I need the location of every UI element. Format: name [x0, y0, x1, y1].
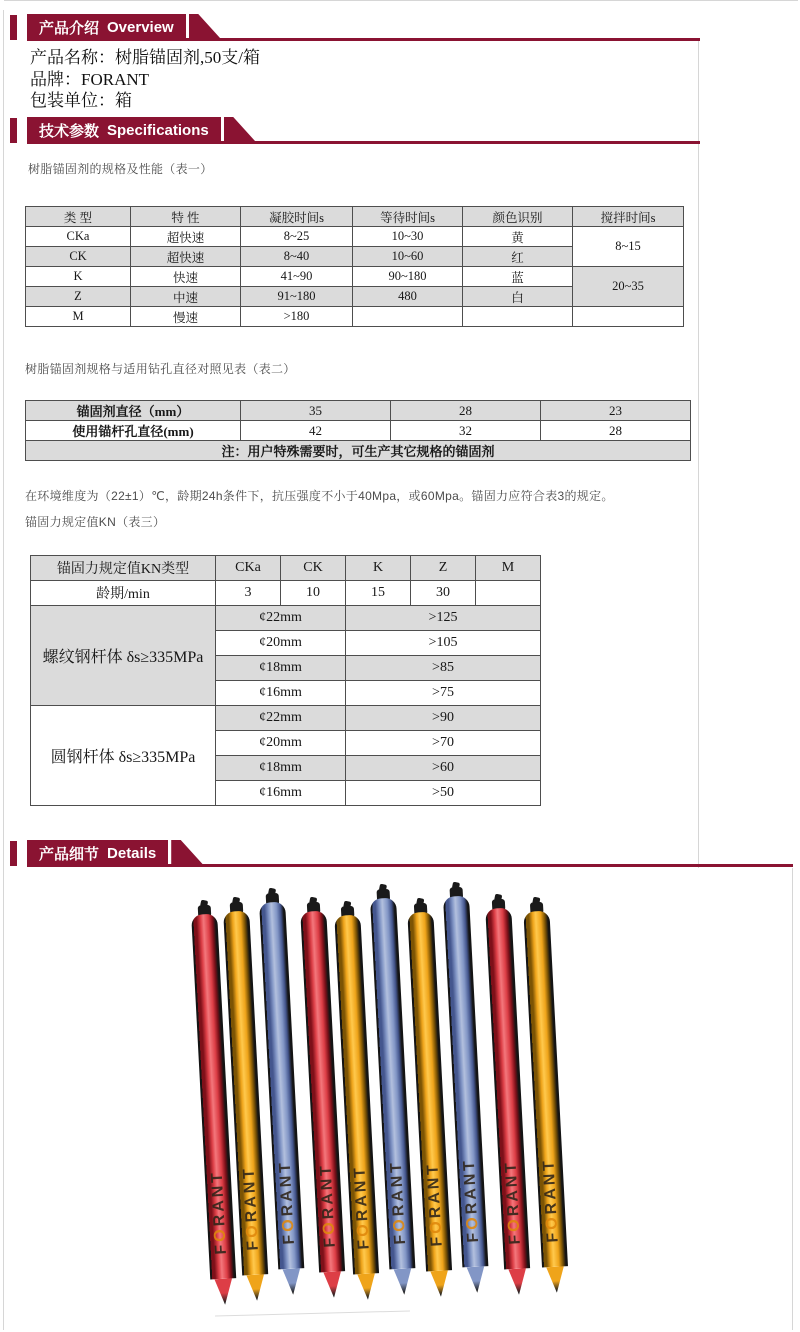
- table-cell: 90~180: [353, 267, 463, 287]
- brand-letter-o: O: [211, 1226, 230, 1243]
- brand-letter: F: [321, 1234, 339, 1249]
- table-cell: 中速: [131, 287, 241, 307]
- brand-letter: F: [391, 1231, 410, 1246]
- tube-tip: [242, 1274, 269, 1301]
- table-cell: 41~90: [241, 267, 353, 287]
- table-cell: [353, 307, 463, 327]
- spec-table-anchor-force: [30, 555, 541, 806]
- tube-brand-label: [277, 1160, 299, 1245]
- table-cell: 15: [346, 581, 411, 606]
- brand-letters: RANT: [540, 1157, 561, 1216]
- tube-cap-nub: [416, 898, 424, 906]
- brand-letter: F: [355, 1236, 373, 1251]
- table-cell: [463, 307, 573, 327]
- product-tube-yellow: [523, 897, 570, 1294]
- brand-letter-o: O: [505, 1216, 524, 1233]
- table-cell: 螺纹钢杆体 δs≥335MPa: [31, 606, 216, 706]
- table-cell: 圆钢杆体 δs≥335MPa: [31, 706, 216, 806]
- product-info: [30, 47, 260, 112]
- banner-title: [27, 117, 221, 144]
- table-cell: CK: [26, 247, 131, 267]
- spec-table-diameter: [25, 400, 691, 461]
- table-cell: 28: [391, 401, 541, 421]
- tube-cap-nub: [451, 882, 459, 890]
- banner-title-zh: 技术参数: [39, 123, 100, 140]
- tube-brand-label: [424, 1162, 446, 1247]
- table-cell: 慢速: [131, 307, 241, 327]
- table-cell: ¢16mm: [216, 681, 346, 706]
- tube-cap-nub: [232, 897, 240, 905]
- banner-tail: [224, 117, 258, 144]
- brand-letter: F: [464, 1229, 483, 1244]
- banner-accent-bar: [10, 15, 17, 40]
- table-cell: 红: [463, 247, 573, 267]
- banner-accent-bar: [10, 841, 17, 866]
- table-cell: 8~15: [573, 227, 684, 267]
- details-banner: [0, 840, 800, 867]
- table-cell: 锚固力规定值KN类型: [31, 556, 216, 581]
- table-cell: 凝胶时间s: [241, 207, 353, 227]
- table-cell: >60: [346, 756, 541, 781]
- tube-cap-nub: [267, 888, 275, 896]
- table-cell: Z: [411, 556, 476, 581]
- table-cell: 28: [541, 421, 691, 441]
- tube-cap-nub: [309, 897, 317, 905]
- brand-letter: F: [280, 1231, 299, 1246]
- table-cell: 使用锚杆孔直径(mm): [26, 421, 241, 441]
- brand-letter: F: [506, 1231, 524, 1246]
- tube-body: [407, 912, 452, 1272]
- tube-tip: [504, 1268, 531, 1295]
- tube-cap-nub: [494, 894, 502, 902]
- table-cell: 42: [241, 421, 391, 441]
- banner-title: [27, 14, 186, 41]
- tube-tip: [278, 1268, 305, 1295]
- brand-letters: RANT: [387, 1159, 408, 1218]
- table-cell: >85: [346, 656, 541, 681]
- table-cell: 35: [241, 401, 391, 421]
- tube-brand-label: [209, 1170, 231, 1255]
- brand-letters: RANT: [502, 1159, 523, 1218]
- tube-tip: [210, 1278, 237, 1305]
- brand-letter: F: [244, 1237, 262, 1252]
- tube-cap-nub: [532, 897, 540, 905]
- table-cell: 10: [281, 581, 346, 606]
- table-cell: CK: [281, 556, 346, 581]
- table-cell: 30: [411, 581, 476, 606]
- packaging-line: 包装单位：箱: [30, 91, 132, 110]
- brand-letter-o: O: [427, 1218, 446, 1235]
- tube-tip: [542, 1266, 569, 1293]
- table-cell: >70: [346, 731, 541, 756]
- brand-letter-o: O: [320, 1219, 339, 1236]
- table-cell: >180: [241, 307, 353, 327]
- table-cell: >90: [346, 706, 541, 731]
- page-border-top: [4, 0, 798, 1]
- brand-line: 品牌：FORANT: [30, 69, 150, 89]
- page-border-right-top: [698, 40, 699, 868]
- tube-body: [523, 911, 568, 1268]
- specifications-banner: [0, 117, 800, 144]
- table-cell: K: [26, 267, 131, 287]
- brand-letter-o: O: [390, 1216, 409, 1233]
- brand-letter-o: O: [463, 1214, 482, 1231]
- banner-title-en: Specifications: [107, 122, 209, 139]
- brand-letters: RANT: [424, 1161, 445, 1220]
- tube-brand-label: [317, 1163, 339, 1248]
- tube-brand-label: [461, 1158, 483, 1243]
- table-cell: 超快速: [131, 247, 241, 267]
- tube-tip: [389, 1268, 416, 1295]
- tube-tip: [319, 1271, 346, 1298]
- brand-letter-o: O: [243, 1222, 262, 1239]
- brand-letters: RANT: [276, 1159, 297, 1218]
- brand-letter-o: O: [279, 1216, 298, 1233]
- brand-letters: RANT: [240, 1165, 261, 1224]
- banner-title-en: Details: [107, 845, 157, 862]
- overview-banner: [0, 14, 800, 41]
- table-cell: K: [346, 556, 411, 581]
- table-cell: 颜色识别: [463, 207, 573, 227]
- tube-tip: [462, 1266, 489, 1293]
- table-cell: 超快速: [131, 227, 241, 247]
- product-tube-red: [485, 894, 532, 1296]
- table-cell: 32: [391, 421, 541, 441]
- banner-tail: [189, 14, 223, 41]
- table-cell: ¢20mm: [216, 731, 346, 756]
- banner-title-en: Overview: [107, 19, 174, 36]
- table-cell: ¢18mm: [216, 656, 346, 681]
- table-cell: ¢22mm: [216, 706, 346, 731]
- brand-letter: F: [212, 1241, 230, 1256]
- banner-title-zh: 产品细节: [39, 846, 100, 863]
- table2-caption: 树脂锚固剂规格与适用钻孔直径对照见表（表二）: [25, 362, 296, 376]
- table-cell: 10~60: [353, 247, 463, 267]
- tube-tip: [426, 1270, 453, 1297]
- tube-brand-label: [388, 1160, 410, 1245]
- banner-title: [27, 840, 168, 867]
- brand-letters: RANT: [208, 1169, 229, 1228]
- table-cell: M: [26, 307, 131, 327]
- tube-cap-nub: [343, 901, 351, 909]
- table-cell: CKa: [26, 227, 131, 247]
- table-cell: ¢20mm: [216, 631, 346, 656]
- product-photo: [0, 876, 800, 1332]
- condition-note: 在环境维度为（22±1）℃，龄期24h条件下，抗压强度不小于40Mpa，或60Mpa。锚固力应符合表3的规定。: [25, 489, 614, 503]
- table-cell: >50: [346, 781, 541, 806]
- table-cell: Z: [26, 287, 131, 307]
- table-cell: 锚固剂直径（mm）: [26, 401, 241, 421]
- table-cell: 23: [541, 401, 691, 421]
- brand-letter: F: [428, 1233, 446, 1248]
- tube-brand-label: [241, 1166, 263, 1251]
- table-cell: 黄: [463, 227, 573, 247]
- table-cell: ¢22mm: [216, 606, 346, 631]
- table-cell: [573, 307, 684, 327]
- table-cell: 类 型: [26, 207, 131, 227]
- table-cell: 10~30: [353, 227, 463, 247]
- brand-letters: RANT: [460, 1157, 481, 1216]
- brand-letters: RANT: [351, 1164, 372, 1223]
- brand-letters: RANT: [317, 1162, 338, 1221]
- table-cell: 8~40: [241, 247, 353, 267]
- table-cell: 特 性: [131, 207, 241, 227]
- tube-tip: [353, 1273, 380, 1300]
- table-cell: >105: [346, 631, 541, 656]
- table1-caption: 树脂锚固剂的规格及性能（表一）: [28, 162, 213, 176]
- tube-brand-label: [502, 1160, 524, 1245]
- tube-cap-nub: [378, 884, 386, 892]
- brand-letter-o: O: [354, 1221, 373, 1238]
- brand-letter: F: [544, 1229, 562, 1244]
- tube-body: [259, 902, 304, 1270]
- table-cell: 20~35: [573, 267, 684, 307]
- table-cell: 龄期/min: [31, 581, 216, 606]
- table-cell: ¢18mm: [216, 756, 346, 781]
- tube-brand-label: [540, 1158, 562, 1243]
- table-cell: 8~25: [241, 227, 353, 247]
- spec-table-performance: [25, 206, 684, 327]
- table-cell: 搅拌时间s: [573, 207, 684, 227]
- product-name-line: 产品名称：树脂锚固剂,50支/箱: [30, 48, 260, 67]
- table-cell: 等待时间s: [353, 207, 463, 227]
- table-cell: M: [476, 556, 541, 581]
- photo-shadow-line: [215, 1310, 410, 1316]
- table-cell: [476, 581, 541, 606]
- table-cell: 蓝: [463, 267, 573, 287]
- table-cell: ¢16mm: [216, 781, 346, 806]
- banner-accent-bar: [10, 118, 17, 143]
- tube-body: [485, 908, 530, 1270]
- table-cell: CKa: [216, 556, 281, 581]
- brand-letter-o: O: [543, 1214, 562, 1231]
- tube-brand-label: [351, 1165, 373, 1250]
- table3-caption: 锚固力规定值KN（表三）: [25, 515, 166, 529]
- banner-tail: [171, 840, 205, 867]
- table-cell: 3: [216, 581, 281, 606]
- table-cell: >75: [346, 681, 541, 706]
- table-cell: 注：用户特殊需要时，可生产其它规格的锚固剂: [26, 441, 691, 461]
- table-cell: 白: [463, 287, 573, 307]
- tube-cap-nub: [199, 900, 207, 908]
- table-cell: 快速: [131, 267, 241, 287]
- tube-body: [443, 896, 488, 1268]
- table-cell: >125: [346, 606, 541, 631]
- banner-title-zh: 产品介绍: [39, 20, 100, 37]
- table-cell: 480: [353, 287, 463, 307]
- table-cell: 91~180: [241, 287, 353, 307]
